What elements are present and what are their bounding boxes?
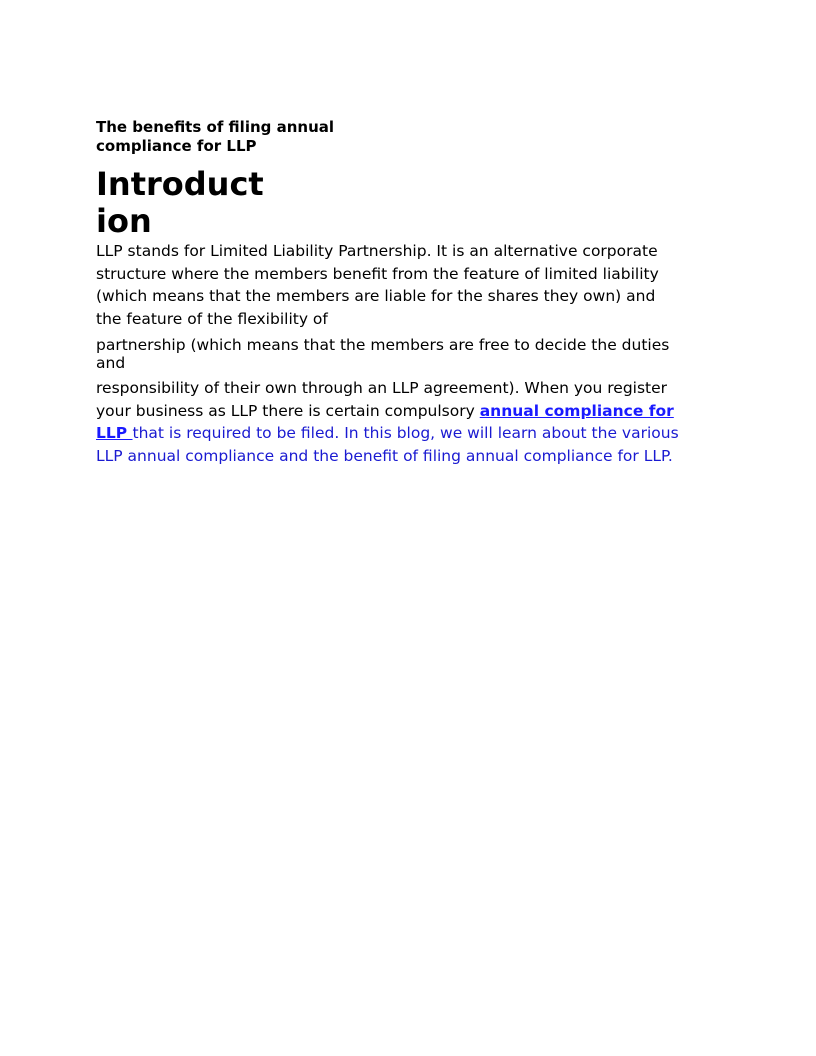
- paragraph-line: partnership (which means that the members are free to decide the duties and: [96, 336, 670, 372]
- subtitle-line-1: The benefits of filing annual: [96, 118, 335, 136]
- heading-line-1: Introduct: [96, 165, 264, 203]
- paragraph-line: LLP stands for Limited Liability Partnership. It is an alternative corporate: [96, 242, 658, 260]
- paragraph-line: the feature of the flexibility of: [96, 309, 328, 328]
- paragraph-line: LLP annual compliance and the benefit of filing annual compliance for LLP.: [96, 446, 673, 465]
- annual-compliance-link-continuation[interactable]: LLP: [96, 424, 133, 442]
- document-subtitle: [96, 118, 396, 156]
- paragraph-text: your business as LLP there is certain compulsory: [96, 401, 480, 420]
- paragraph-text-blue: that is required to be filed. In this blog, we will learn about the various: [132, 424, 679, 442]
- paragraph-line: structure where the members benefit from the feature of limited liability: [96, 264, 659, 283]
- annual-compliance-link[interactable]: annual compliance for: [479, 401, 674, 420]
- heading-line-2: ion: [96, 202, 152, 240]
- document-page: [96, 118, 706, 467]
- paragraph-line: (which means that the members are liable for the shares they own) and: [96, 287, 656, 305]
- paragraph-line: [96, 400, 706, 423]
- paragraph-line: [96, 422, 706, 445]
- intro-paragraph: [96, 240, 706, 467]
- section-heading: [96, 166, 276, 240]
- subtitle-line-2: compliance for LLP: [96, 137, 257, 155]
- paragraph-line: responsibility of their own through an LLP agreement). When you register: [96, 379, 668, 397]
